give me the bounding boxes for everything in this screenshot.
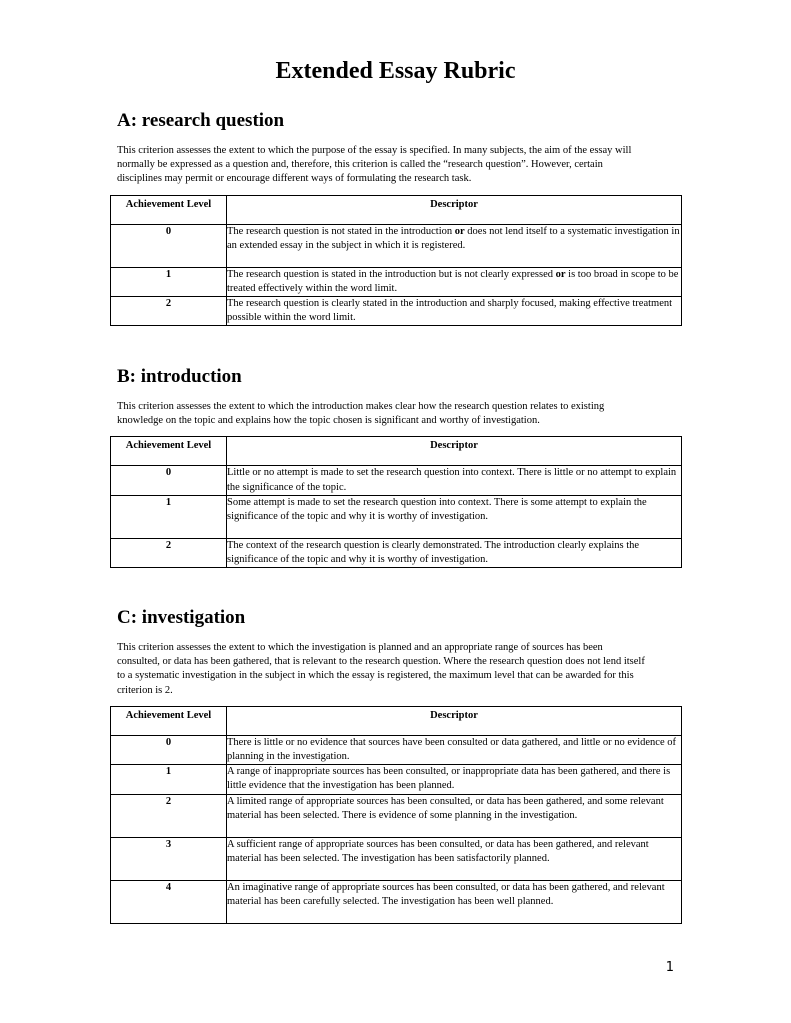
level-cell: 0 bbox=[111, 466, 227, 495]
descriptor-cell bbox=[227, 794, 682, 837]
section-heading: A: research question bbox=[117, 110, 285, 131]
descriptor-text: does not lend itself to a systematic investigation in an extended essay in the subject in which it is registered. bbox=[227, 225, 680, 251]
page-number: 1 bbox=[665, 960, 674, 975]
table-row bbox=[111, 538, 682, 567]
document-title: Extended Essay Rubric bbox=[275, 58, 516, 84]
table-row bbox=[111, 267, 682, 296]
descriptor-cell bbox=[227, 538, 682, 567]
table-row bbox=[111, 466, 682, 495]
header-descriptor: Descriptor bbox=[227, 437, 682, 466]
descriptor-text: A limited range of appropriate sources has been consulted, or data has been gathered, and some relevant material has been selected. There is evidence of some planning in the investigation. bbox=[227, 795, 664, 821]
descriptor-text: Some attempt is made to set the research question into context. There is some attempt to explain the significance of the topic and why it is worthy of investigation. bbox=[227, 496, 647, 523]
section-description: This criterion assesses the extent to which the introduction makes clear how the research question relates to existing knowledge on the topic and explains how the topic chosen is significant and worthy of investigation. bbox=[117, 401, 605, 427]
table-row bbox=[111, 794, 682, 837]
section-research-question bbox=[110, 108, 682, 326]
descriptor-cell bbox=[227, 880, 682, 923]
descriptor-cell bbox=[227, 267, 682, 296]
level-cell: 1 bbox=[111, 495, 227, 538]
level-cell: 1 bbox=[111, 267, 227, 296]
descriptor-text: is too broad in scope to be treated effectively within the word limit. bbox=[227, 268, 679, 294]
header-achievement-level: Achievement Level bbox=[111, 195, 227, 224]
rubric-table bbox=[110, 195, 682, 327]
header-achievement-level: Achievement Level bbox=[111, 437, 227, 466]
table-row bbox=[111, 297, 682, 326]
level-cell: 1 bbox=[111, 765, 227, 794]
descriptor-emphasis: or bbox=[555, 268, 566, 280]
descriptor-text: There is little or no evidence that sources have been consulted or data gathered, and little or no evidence of planning in the investigation. bbox=[227, 736, 676, 763]
table-row bbox=[111, 495, 682, 538]
header-descriptor: Descriptor bbox=[227, 706, 682, 735]
descriptor-cell bbox=[227, 765, 682, 794]
descriptor-emphasis: or bbox=[454, 225, 465, 237]
header-achievement-level: Achievement Level bbox=[111, 706, 227, 735]
table-header-row bbox=[111, 195, 682, 224]
table-header-row bbox=[111, 706, 682, 735]
table-row bbox=[111, 765, 682, 794]
descriptor-cell bbox=[227, 466, 682, 495]
descriptor-text: The research question is not stated in the introduction bbox=[227, 225, 455, 237]
section-investigation bbox=[110, 605, 682, 924]
descriptor-text: An imaginative range of appropriate sources has been consulted, or data has been gathered, and relevant material has been carefully selected. The investigation has been well planned. bbox=[227, 881, 665, 907]
rubric-table bbox=[110, 706, 682, 924]
level-cell: 2 bbox=[111, 794, 227, 837]
descriptor-cell bbox=[227, 297, 682, 326]
descriptor-text: The context of the research question is clearly demonstrated. The introduction clearly explains the significance of the topic and why it is worthy of investigation. bbox=[227, 539, 640, 566]
table-row bbox=[111, 880, 682, 923]
section-description: This criterion assesses the extent to which the investigation is planned and an appropriate range of sources has been consulted, or data has been gathered, that is relevant to the research question. Where the research question does not lend itself to a systematic investigation in the subject in which the essay is registered, the maximum level that can be awarded for this criterion is 2. bbox=[117, 642, 645, 696]
level-cell: 3 bbox=[111, 837, 227, 880]
level-cell: 2 bbox=[111, 538, 227, 567]
level-cell: 4 bbox=[111, 880, 227, 923]
table-row bbox=[111, 837, 682, 880]
section-heading: C: investigation bbox=[117, 607, 246, 628]
level-cell: 2 bbox=[111, 297, 227, 326]
table-header-row bbox=[111, 437, 682, 466]
section-heading: B: introduction bbox=[117, 366, 242, 387]
descriptor-text: A sufficient range of appropriate sources has been consulted, or data has been gathered, and relevant material has been selected. The investigation has been satisfactorily planned. bbox=[227, 838, 649, 864]
table-row bbox=[111, 224, 682, 267]
descriptor-text: The research question is stated in the introduction but is not clearly expressed bbox=[227, 268, 556, 280]
section-description: This criterion assesses the extent to which the purpose of the essay is specified. In many subjects, the aim of the essay will normally be expressed as a question and, therefore, this criterion is called the “research question”. However, certain disciplines may permit or encourage different ways of formulating the research task. bbox=[117, 145, 632, 185]
section-introduction bbox=[110, 364, 682, 568]
descriptor-cell bbox=[227, 735, 682, 764]
table-row bbox=[111, 735, 682, 764]
descriptor-cell bbox=[227, 495, 682, 538]
descriptor-cell bbox=[227, 224, 682, 267]
level-cell: 0 bbox=[111, 735, 227, 764]
descriptor-cell bbox=[227, 837, 682, 880]
rubric-table bbox=[110, 436, 682, 568]
descriptor-text: Little or no attempt is made to set the research question into context. There is little or no attempt to explain the significance of the topic. bbox=[227, 467, 677, 493]
header-descriptor: Descriptor bbox=[227, 195, 682, 224]
level-cell: 0 bbox=[111, 224, 227, 267]
descriptor-text: The research question is clearly stated in the introduction and sharply focused, making effective treatment possible within the word limit. bbox=[227, 298, 673, 324]
descriptor-text: A range of inappropriate sources has been consulted, or inappropriate data has been gathered, and there is little evidence that the investigation has been planned. bbox=[227, 766, 671, 792]
